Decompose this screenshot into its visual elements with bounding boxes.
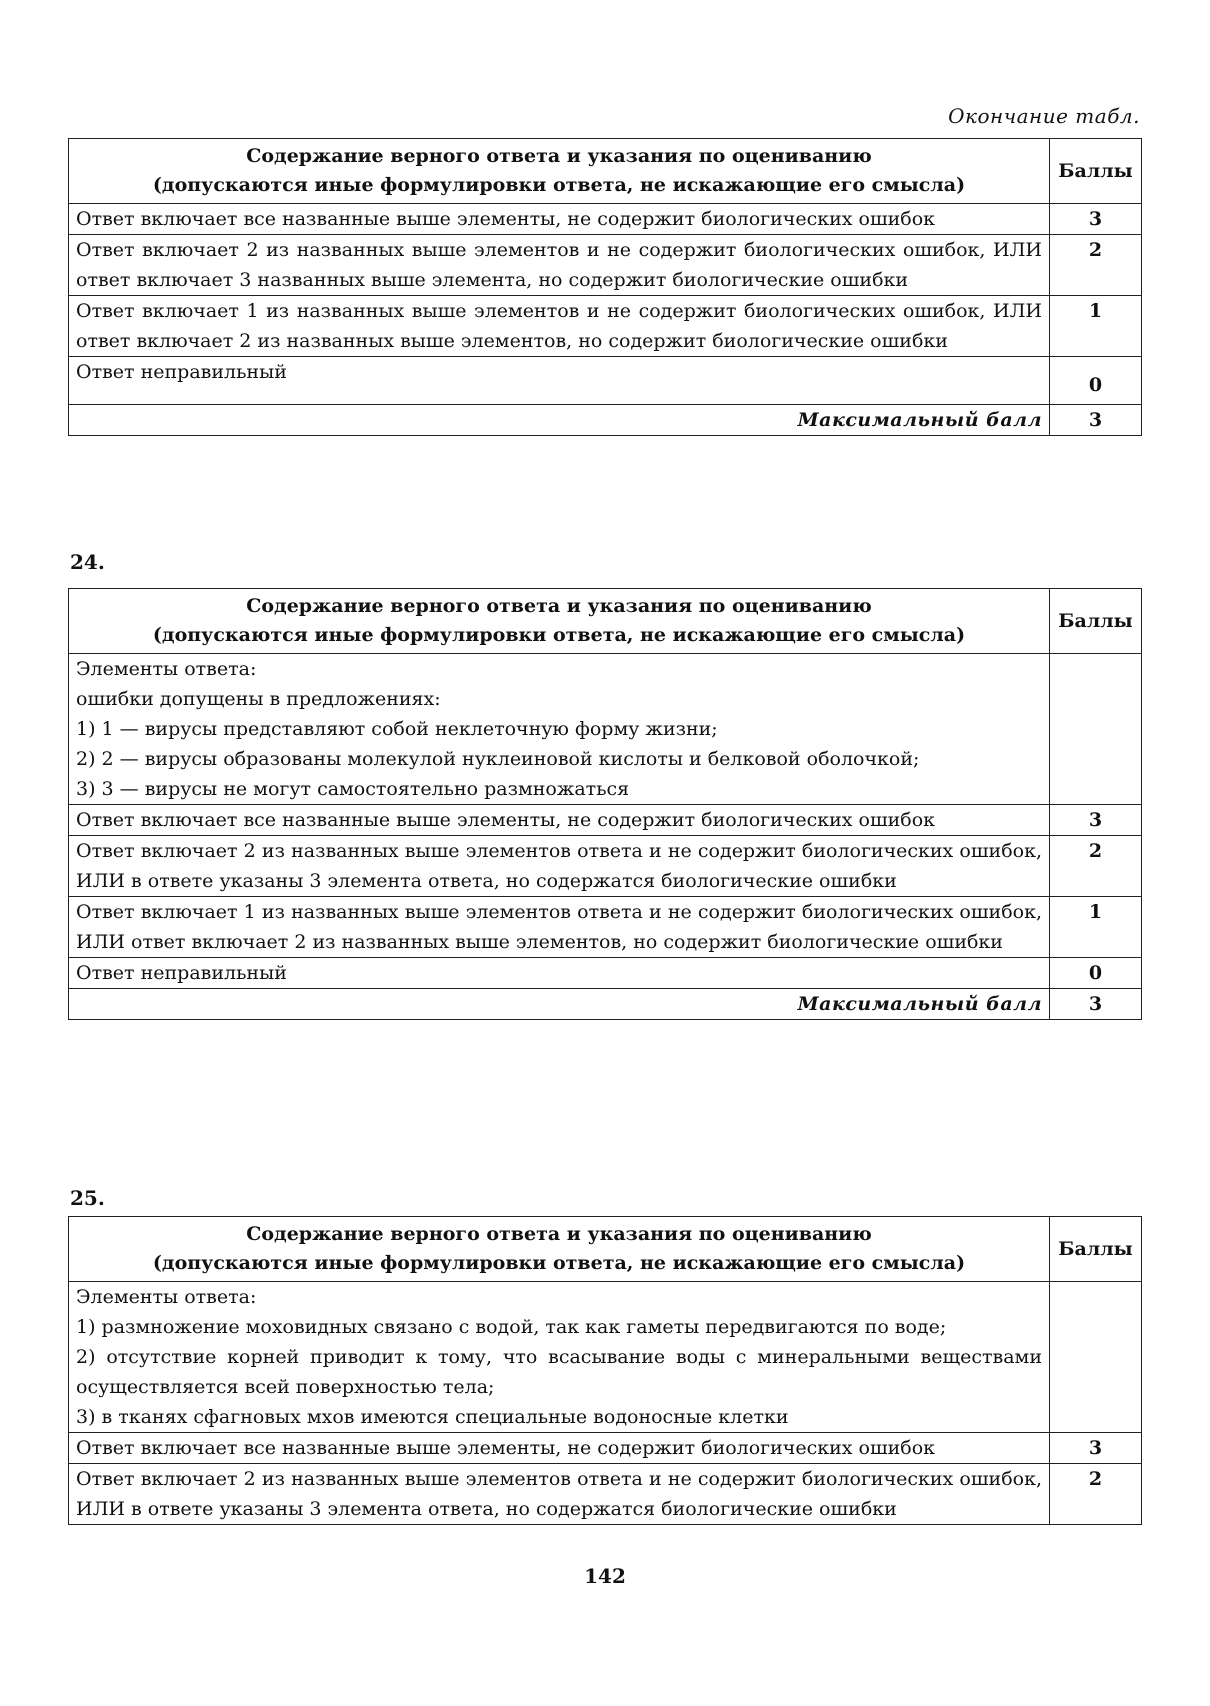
max-score-label: Максимальный балл: [69, 405, 1050, 436]
table-row: [69, 805, 1142, 836]
table-row: [69, 204, 1142, 235]
header-content: Содержание верного ответа и указания по оцениванию (допускаются иные формулировки ответа, не искажающие его смысла): [69, 1217, 1050, 1282]
criterion-score: 2: [1050, 836, 1142, 897]
criterion-score: 1: [1050, 897, 1142, 958]
answer-elements-row: [69, 1282, 1142, 1433]
max-score-row: [69, 989, 1142, 1020]
max-score-value: 3: [1050, 989, 1142, 1020]
empty-score-cell: [1050, 1282, 1142, 1433]
empty-score-cell: [1050, 654, 1142, 805]
header-score: Баллы: [1050, 139, 1142, 204]
table-row: [69, 357, 1142, 405]
criterion-text: Ответ включает все названные выше элементы, не содержит биологических ошибок: [69, 805, 1050, 836]
table-header: [69, 139, 1142, 204]
header-score: Баллы: [1050, 589, 1142, 654]
header-content: Содержание верного ответа и указания по оцениванию (допускаются иные формулировки ответа, не искажающие его смысла): [69, 139, 1050, 204]
max-score-value: 3: [1050, 405, 1142, 436]
criterion-text: Ответ включает 1 из названных выше элементов и не содержит биологических ошибок, ИЛИ ответ включает 2 из названных выше элементов, но содержит биологические ошибки: [69, 296, 1050, 357]
table-row: [69, 897, 1142, 958]
answer-element-line: 2) отсутствие корней приводит к тому, что всасывание воды с минеральными веществами осуществляется всей поверхностью тела;: [76, 1346, 1042, 1398]
criterion-score: 0: [1050, 357, 1142, 405]
criterion-score: 2: [1050, 235, 1142, 296]
table-header: [69, 1217, 1142, 1282]
criterion-score: 3: [1050, 1433, 1142, 1464]
grading-table-25: [68, 1216, 1142, 1525]
table-row: [69, 1433, 1142, 1464]
criterion-text: Ответ включает 1 из названных выше элементов ответа и не содержит биологических ошибок, ИЛИ ответ включает 2 из названных выше элементов, но содержит биологические ошибки: [69, 897, 1050, 958]
answer-element-line: Элементы ответа:: [76, 1286, 257, 1308]
criterion-text: Ответ включает 2 из названных выше элементов и не содержит биологических ошибок, ИЛИ ответ включает 3 названных выше элемента, но содержит биологические ошибки: [69, 235, 1050, 296]
criterion-text: Ответ включает 2 из названных выше элементов ответа и не содержит биологических ошибок, ИЛИ в ответе указаны 3 элемента ответа, но содержатся биологические ошибки: [69, 1464, 1050, 1525]
grading-table-top: [68, 138, 1142, 436]
header-score: Баллы: [1050, 1217, 1142, 1282]
criterion-text: Ответ неправильный: [69, 357, 1050, 405]
table-row: [69, 1464, 1142, 1525]
answer-element-line: 3) в тканях сфагновых мхов имеются специальные водоносные клетки: [76, 1406, 789, 1428]
max-score-row: [69, 405, 1142, 436]
table-row: [69, 296, 1142, 357]
question-number-24: 24.: [70, 550, 105, 574]
table-header: [69, 589, 1142, 654]
criterion-score: 0: [1050, 958, 1142, 989]
answer-elements: [69, 654, 1050, 805]
table-row: [69, 836, 1142, 897]
criterion-score: 1: [1050, 296, 1142, 357]
answer-element-line: 1) размножение моховидных связано с водой, так как гаметы передвигаются по воде;: [76, 1316, 947, 1338]
criterion-score: 2: [1050, 1464, 1142, 1525]
page-number: 142: [584, 1564, 626, 1588]
answer-element-line: Элементы ответа:: [76, 658, 257, 680]
answer-element-line: ошибки допущены в предложениях:: [76, 688, 441, 710]
answer-element-line: 2) 2 — вирусы образованы молекулой нуклеиновой кислоты и белковой оболочкой;: [76, 748, 920, 770]
answer-element-line: 3) 3 — вирусы не могут самостоятельно размножаться: [76, 778, 630, 800]
header-content: Содержание верного ответа и указания по оцениванию (допускаются иные формулировки ответа, не искажающие его смысла): [69, 589, 1050, 654]
criterion-text: Ответ включает все названные выше элементы, не содержит биологических ошибок: [69, 204, 1050, 235]
grading-table-24: [68, 588, 1142, 1020]
question-number-25: 25.: [70, 1186, 105, 1210]
max-score-label: Максимальный балл: [69, 989, 1050, 1020]
table-row: [69, 235, 1142, 296]
criterion-text: Ответ включает 2 из названных выше элементов ответа и не содержит биологических ошибок, ИЛИ в ответе указаны 3 элемента ответа, но содержатся биологические ошибки: [69, 836, 1050, 897]
criterion-text: Ответ неправильный: [69, 958, 1050, 989]
answer-elements-row: [69, 654, 1142, 805]
table-row: [69, 958, 1142, 989]
answer-element-line: 1) 1 — вирусы представляют собой неклеточную форму жизни;: [76, 718, 718, 740]
continuation-note: Окончание табл.: [948, 104, 1140, 128]
answer-elements: [69, 1282, 1050, 1433]
criterion-score: 3: [1050, 805, 1142, 836]
criterion-score: 3: [1050, 204, 1142, 235]
criterion-text: Ответ включает все названные выше элементы, не содержит биологических ошибок: [69, 1433, 1050, 1464]
